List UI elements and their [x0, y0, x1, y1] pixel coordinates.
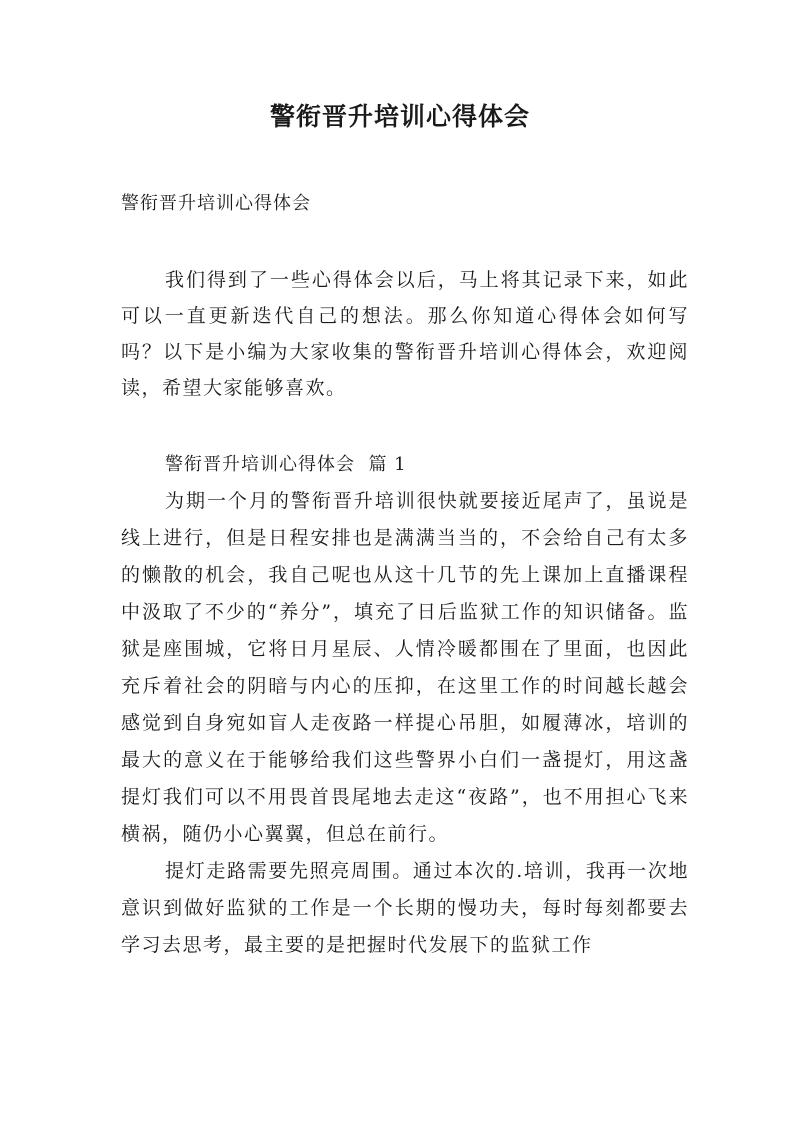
body-text — [121, 483, 689, 964]
body-paragraph: 提灯走路需要先照亮周围。通过本次的.培训，我再一次地意识到做好监狱的工作是一个长期的慢功夫，每时每刻都要去学习去思考，最主要的是把握时代发展下的监狱工作 — [121, 860, 689, 956]
intro-paragraph: 我们得到了一些心得体会以后，马上将其记录下来，如此可以一直更新迭代自己的想法。那么你知道心得体会如何写吗？以下是小编为大家收集的警衔晋升培训心得体会，欢迎阅读，希望大家能够喜欢。 — [121, 269, 689, 399]
section-heading: 警衔晋升培训心得体会 篇 1 — [165, 454, 407, 475]
document-title: 警衔晋升培训心得体会 — [269, 102, 530, 131]
body-paragraph: 为期一个月的警衔晋升培训很快就要接近尾声了，虽说是线上进行，但是日程安排也是满满当当的，不会给自己有太多的懒散的机会，我自己呢也从这十几节的先上课加上直播课程中汲取了不少的“养分”，填充了日后监狱工作的知识储备。监狱是座围城，它将日月星辰、人情冷暖都围在了里面，也因此充斥着社会的阴暗与内心的压抑，在这里工作的时间越长越会感觉到自身宛如盲人走夜路一样提心吊胆，如履薄冰，培训的最大的意义在于能够给我们这些警界小白们一盏提灯，用这盏提灯我们可以不用畏首畏尾地去走这“夜路”，也不用担心飞来横祸，随仍小心翼翼，但总在前行。 — [121, 490, 689, 845]
document-subtitle: 警衔晋升培训心得体会 — [121, 193, 311, 214]
